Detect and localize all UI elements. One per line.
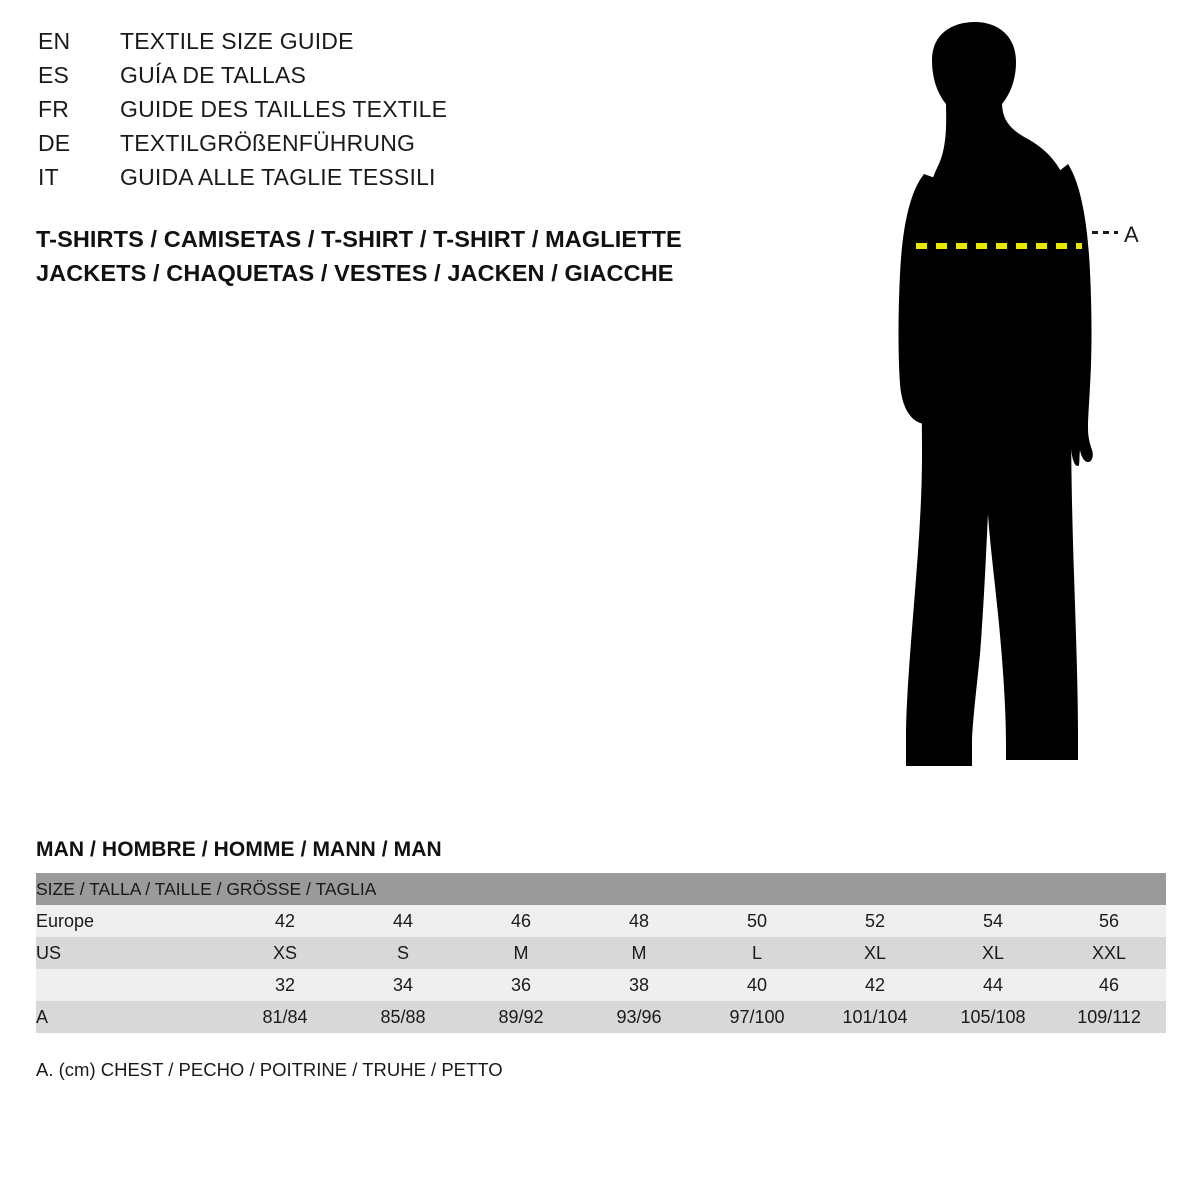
- table-cell: 44: [934, 969, 1052, 1001]
- language-code: EN: [38, 28, 71, 54]
- table-cell: 56: [1052, 905, 1166, 937]
- table-cell: 89/92: [462, 1001, 580, 1033]
- table-cell: 46: [1052, 969, 1166, 1001]
- table-row: [36, 1001, 1166, 1033]
- language-title: GUIDE DES TAILLES TEXTILE: [120, 96, 448, 122]
- language-code: DE: [38, 130, 71, 156]
- language-code: IT: [38, 164, 59, 190]
- row-label: Europe: [36, 905, 226, 937]
- category-tshirts: T-SHIRTS / CAMISETAS / T-SHIRT / T-SHIRT / MAGLIETTE: [36, 226, 682, 252]
- table-cell: 32: [226, 969, 344, 1001]
- silhouette-icon: [820, 14, 1180, 804]
- table-row: [36, 905, 1166, 937]
- table-cell: 46: [462, 905, 580, 937]
- table-cell: XL: [934, 937, 1052, 969]
- category-jackets: JACKETS / CHAQUETAS / VESTES / JACKEN / GIACCHE: [36, 260, 674, 286]
- table-cell: 44: [344, 905, 462, 937]
- row-label: [36, 969, 226, 1001]
- table-cell: 48: [580, 905, 698, 937]
- row-label: US: [36, 937, 226, 969]
- table-cell: 54: [934, 905, 1052, 937]
- measure-label-a: A: [1124, 222, 1139, 247]
- measure-leader-dashes: [1092, 231, 1118, 234]
- language-code: ES: [38, 62, 70, 88]
- table-cell: XXL: [1052, 937, 1166, 969]
- row-label: A: [36, 1001, 226, 1033]
- language-title: TEXTILE SIZE GUIDE: [120, 28, 354, 54]
- table-cell: 42: [226, 905, 344, 937]
- table-cell: XL: [816, 937, 934, 969]
- language-title: GUIDA ALLE TAGLIE TESSILI: [120, 164, 436, 190]
- table-cell: S: [344, 937, 462, 969]
- body-silhouette-figure: [820, 14, 1180, 804]
- table-header-label: SIZE / TALLA / TAILLE / GRÖSSE / TAGLIA: [36, 873, 1166, 905]
- table-cell: 38: [580, 969, 698, 1001]
- language-code: FR: [38, 96, 70, 122]
- table-cell: 52: [816, 905, 934, 937]
- table-cell: 101/104: [816, 1001, 934, 1033]
- language-row: [38, 164, 738, 198]
- language-title: GUÍA DE TALLAS: [120, 62, 307, 88]
- table-cell: L: [698, 937, 816, 969]
- table-cell: 36: [462, 969, 580, 1001]
- table-footnote: A. (cm) CHEST / PECHO / POITRINE / TRUHE / PETTO: [36, 1059, 503, 1080]
- table-cell: 109/112: [1052, 1001, 1166, 1033]
- language-title: TEXTILGRÖßENFÜHRUNG: [120, 130, 416, 156]
- table-cell: 50: [698, 905, 816, 937]
- language-list: [38, 28, 738, 198]
- table-cell: M: [580, 937, 698, 969]
- table-cell: M: [462, 937, 580, 969]
- category-headings: [36, 222, 796, 290]
- table-cell: 42: [816, 969, 934, 1001]
- size-table: [36, 873, 1166, 1033]
- table-title: MAN / HOMBRE / HOMME / MANN / MAN: [36, 838, 442, 861]
- language-row: [38, 28, 738, 62]
- table-row: [36, 937, 1166, 969]
- table-cell: 81/84: [226, 1001, 344, 1033]
- table-cell: XS: [226, 937, 344, 969]
- table-header-row: [36, 873, 1166, 905]
- language-row: [38, 96, 738, 130]
- table-cell: 40: [698, 969, 816, 1001]
- table-row: [36, 969, 1166, 1001]
- language-row: [38, 62, 738, 96]
- table-cell: 85/88: [344, 1001, 462, 1033]
- size-table-section: [36, 838, 1166, 1081]
- table-cell: 105/108: [934, 1001, 1052, 1033]
- table-cell: 97/100: [698, 1001, 816, 1033]
- table-cell: 93/96: [580, 1001, 698, 1033]
- language-row: [38, 130, 738, 164]
- table-cell: 34: [344, 969, 462, 1001]
